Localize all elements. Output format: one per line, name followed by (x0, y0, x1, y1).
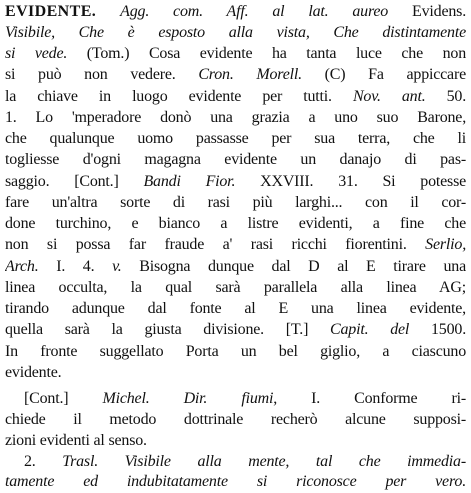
entry-line (5, 65, 466, 85)
entry-line (5, 299, 466, 319)
entry-line (5, 172, 466, 192)
text-span: chiede il metodo dottrinale recherò alcune supposi- (5, 411, 466, 428)
headword: EVIDENTE. (5, 3, 97, 20)
citation: Nov. ant. (352, 88, 426, 105)
citation: v. (112, 258, 122, 275)
text-span: 50. (425, 88, 466, 105)
entry-line (5, 214, 466, 234)
text-span: si può non vedere. (5, 66, 199, 83)
text-span: saggio. [Cont.] (5, 173, 144, 190)
grammar-note: Agg. com. Aff. al lat. aureo (120, 3, 389, 20)
definition: Visibile, Che è esposto alla vista, Che distintamente (5, 24, 466, 41)
text-span: non si possa far fraude a' rasi ricchi fiorentini. (5, 236, 426, 253)
text-span: (Tom.) Cosa evidente ha tanta luce che non (67, 45, 466, 62)
entry-line (5, 431, 466, 451)
text-span: evidente. (5, 364, 62, 381)
entry-line (5, 235, 466, 255)
citation: Cron. Morell. (198, 66, 302, 83)
citation: Arch. (5, 258, 39, 275)
text-span: fare un'altra sorte di rasi più larghi... con il cor- (5, 194, 466, 211)
text-span: 1500. (409, 321, 466, 338)
text-span: tirando adunque dal fonte al E una linea evidente, (5, 300, 466, 317)
entry-line (5, 44, 466, 64)
entry-line (5, 320, 466, 340)
text-span: , I. Conforme ri- (273, 390, 466, 407)
entry-line (5, 129, 466, 149)
entry-line (5, 257, 466, 277)
entry-line (5, 23, 466, 43)
definition: tamente ed indubitatamente si riconosce per vero. (5, 473, 466, 490)
text-span: Evidens. (388, 3, 466, 20)
entry-line (5, 2, 466, 22)
text-span: quella sarà la giusta divisione. [T.] (5, 321, 331, 338)
text-span: linea occulta, la qual sarà parallela alla linea AG; (5, 279, 466, 296)
entry-line (5, 363, 466, 383)
text-span: zioni evidenti al senso. (5, 432, 147, 449)
text-span: 1. Lo 'mperadore donò una grazia a uno suo Barone, (5, 109, 466, 126)
entry-line (5, 108, 466, 128)
entry-line (5, 150, 466, 170)
text-span: done turchino, e bianco a listre evidenti, a fine che (5, 215, 466, 232)
definition: Trasl. Visibile alla mente, tal che immedia- (62, 453, 466, 470)
text-span: (C) Fa appiccare (301, 66, 466, 83)
sense-number: 2. (24, 453, 63, 470)
citation: Capit. del (330, 321, 410, 338)
entry-line (5, 278, 466, 298)
entry-line (24, 452, 466, 472)
text-span: I. 4. (38, 258, 113, 275)
text-span: Bisogna dunque dal D al E tirare una (121, 258, 466, 275)
text-span: la chiave in luogo evidente per tutti. (5, 88, 353, 105)
entry-line (5, 410, 466, 430)
citation: Serlio, (425, 236, 466, 253)
text-span (96, 3, 120, 20)
entry-line (5, 342, 466, 362)
citation: Michel. Dir. fiumi (102, 390, 274, 407)
text-span: XXVIII. 31. Si potesse (235, 173, 466, 190)
citation: Bandi Fior. (143, 173, 236, 190)
entry-line (5, 193, 466, 213)
entry-line (24, 389, 466, 409)
entry-line (5, 472, 466, 492)
text-span: togliesse d'ogni magagna evidente un danajo di pas- (5, 151, 466, 168)
text-span: In fronte suggellato Porta un bel giglio, a ciascuno (5, 343, 466, 360)
definition: si vede. (5, 45, 68, 62)
text-span: [Cont.] (24, 390, 103, 407)
text-span: che qualunque uomo passasse per sua terra, che li (5, 130, 466, 147)
entry-line (5, 87, 466, 107)
